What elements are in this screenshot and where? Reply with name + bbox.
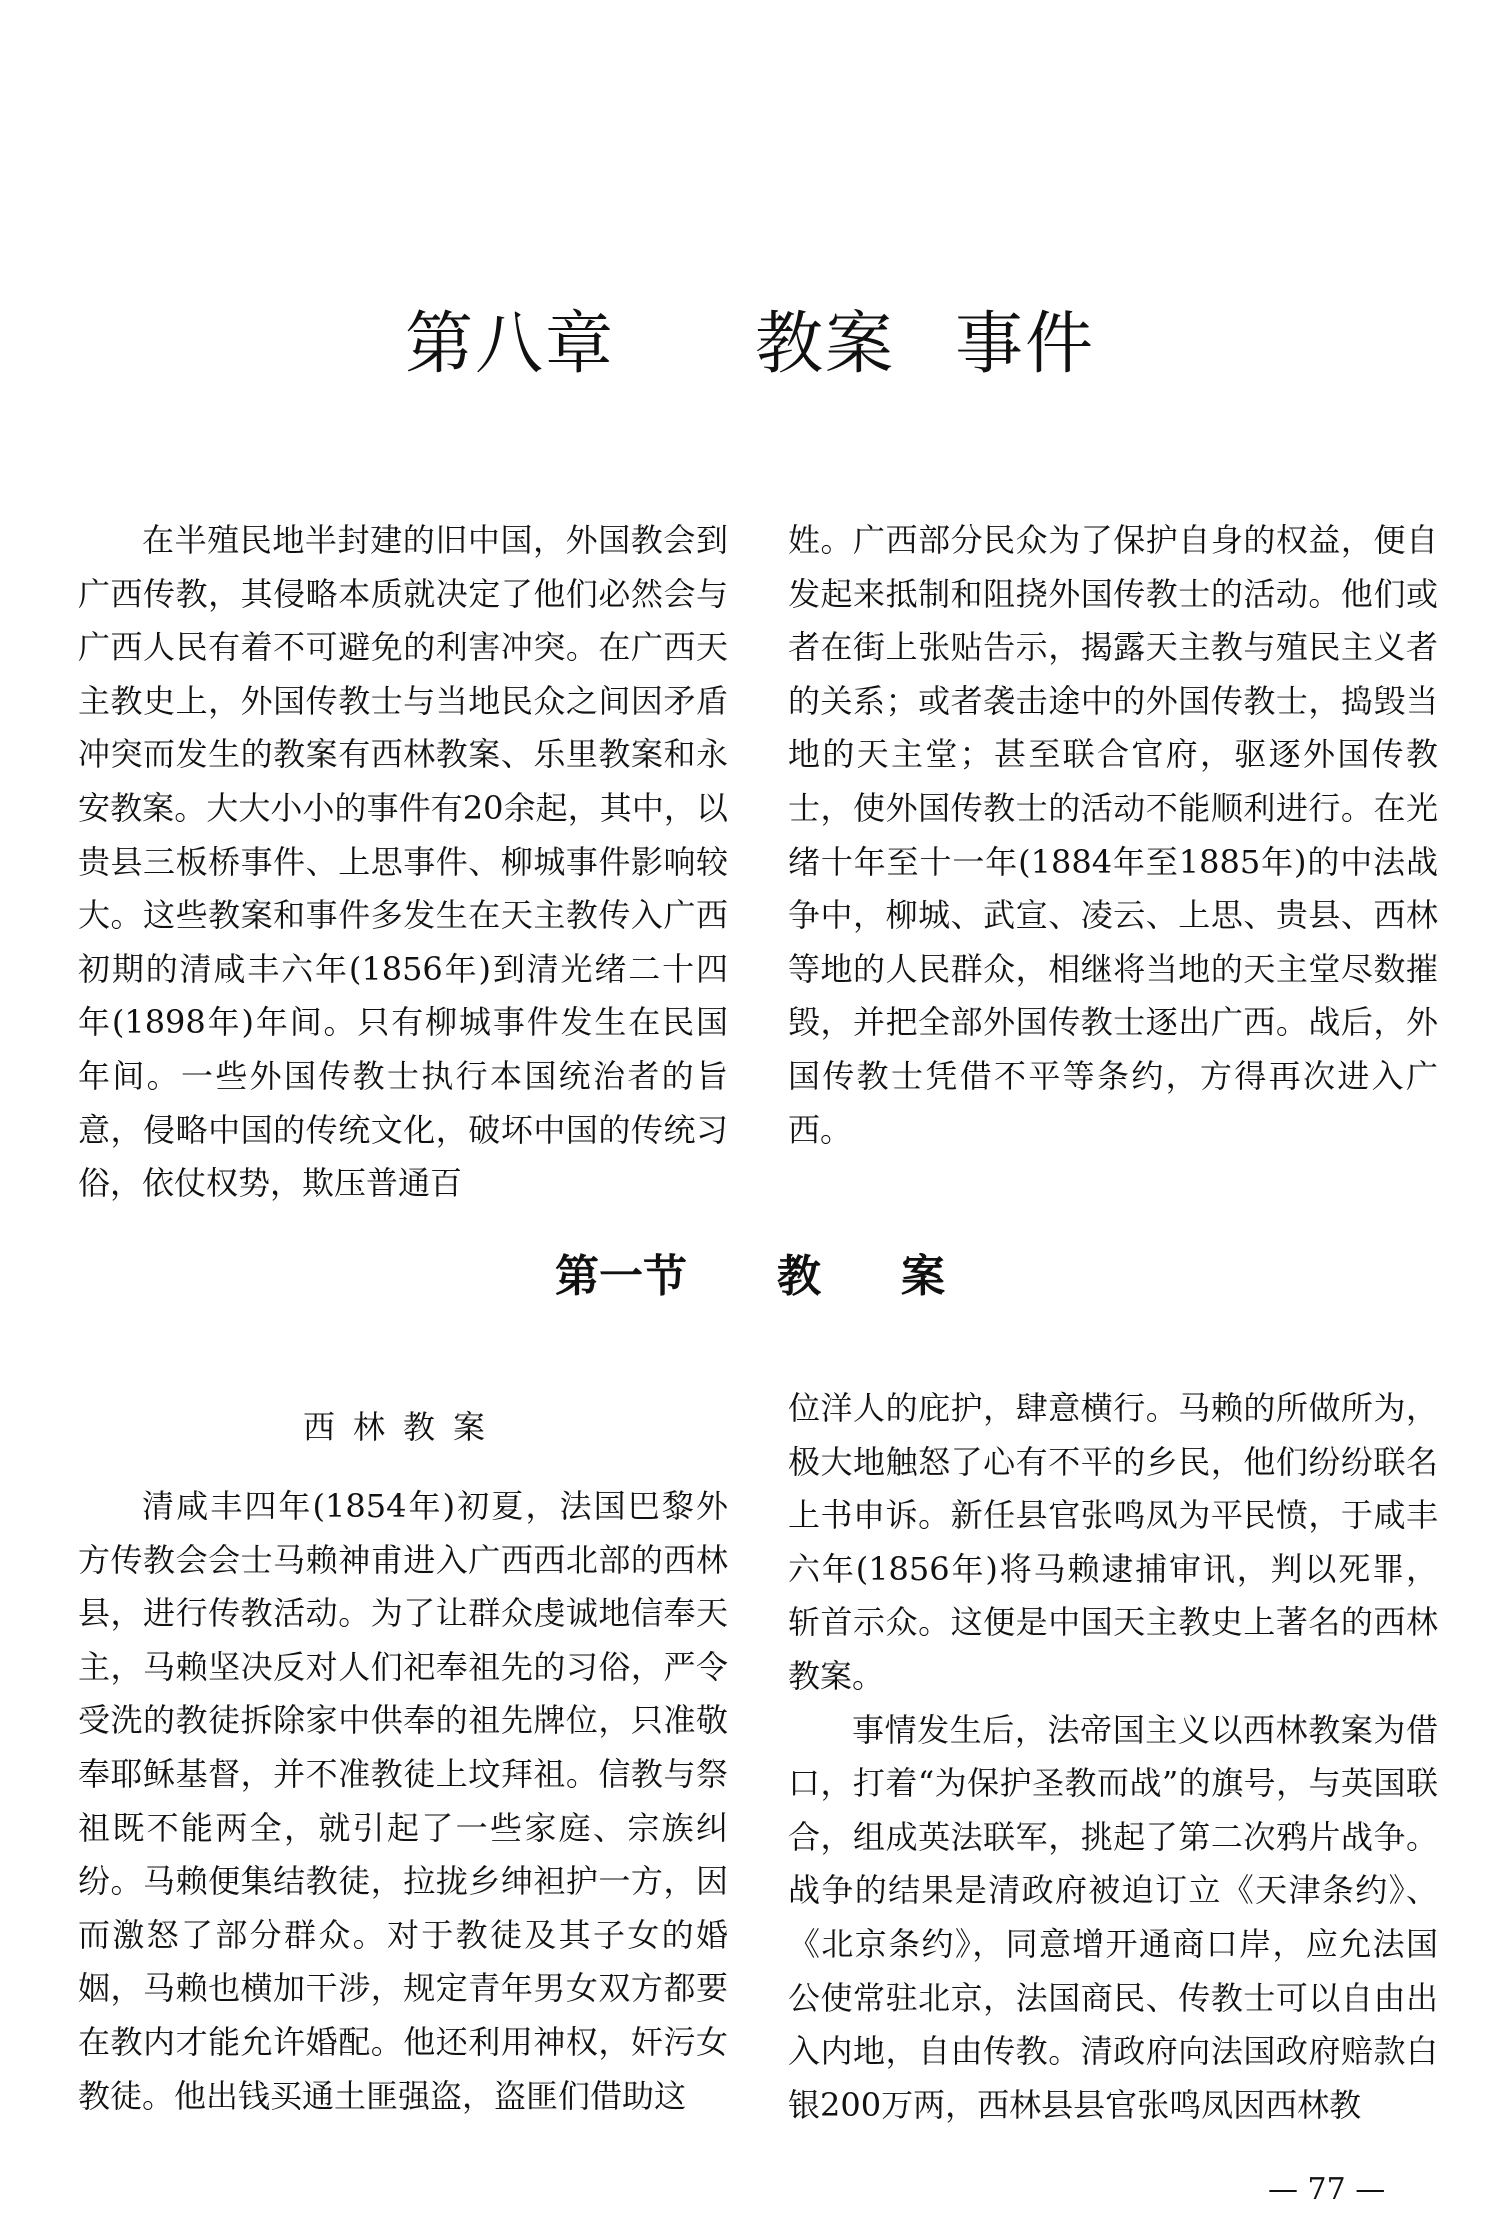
subsection-right-paragraph-2: 事情发生后，法帝国主义以西林教案为借口，打着“为保护圣教而战”的旗号，与英国联合，组成英法联军，挑起了第二次鸦片战争。战争的结果是清政府被迫订立《天津条约》、《北京条约》，同意增开通商口岸，应允法国公使常驻北京，法国商民、传教士可以自由出入内地，自由传教。清政府向法国政府赔款白银200万两，西林县县官张鸣凤因西林教 [788,1710,1438,2124]
chapter-title-part2: 事件 [955,305,1096,384]
page-number: — 77 — [1268,2172,1386,2207]
section-title [0,1240,1500,1304]
intro-right-paragraph: 姓。广西部分民众为了保护自身的权益，便自发起来抵制和阻挠外国传教士的活动。他们或者在街上张贴告示，揭露天主教与殖民主义者的关系；或者袭击途中的外国传教士，捣毁当地的天主堂；甚至联合官府，驱逐外国传教士，使外国传教士的活动不能顺利进行。在光绪十年至十一年(1884年至1885年)的中法战争中，柳城、武宣、凌云、上思、贵县、西林等地的人民群众，相继将当地的天主堂尽数摧毁，并把全部外国传教士逐出广西。战后，外国传教士凭借不平等条约，方得再次进入广西。 [788,521,1438,1149]
chapter-label: 第八章 [404,305,615,384]
section-label: 第一节 [555,1251,687,1302]
subsection-right-paragraph-1: 位洋人的庇护，肆意横行。马赖的所做所为，极大地触怒了心有不平的乡民，他们纷纷联名上书申诉。新任县官张鸣凤为平民愤，于咸丰六年(1856年)将马赖逮捕审讯，判以死罪，斩首示众。这便是中国天主教史上著名的西林教案。 [788,1389,1438,1695]
chapter-title [0,290,1500,387]
intro-left-paragraph: 在半殖民地半封建的旧中国，外国教会到广西传教，其侵略本质就决定了他们必然会与广西人民有着不可避免的利害冲突。在广西天主教史上，外国传教士与当地民众之间因矛盾冲突而发生的教案有西林教案、乐里教案和永安教案。大大小小的事件有20余起，其中，以贵县三板桥事件、上思事件、柳城事件影响较大。这些教案和事件多发生在天主教传入广西初期的清咸丰六年(1856年)到清光绪二十四年(1898年)年间。只有柳城事件发生在民国年间。一些外国传教士执行本国统治者的旨意，侵略中国的传统文化，破坏中国的传统习俗，依仗权势，欺压普通百 [78,521,728,1203]
section-title-part2: 案 [901,1251,945,1302]
chapter-title-part1: 教案 [754,305,895,384]
subsection-title: 西林教案 [302,1408,503,1446]
subsection-left-column [78,1480,728,2123]
intro-right-column [788,514,1438,1157]
subsection-left-paragraph: 清咸丰四年(1854年)初夏，法国巴黎外方传教会会士马赖神甫进入广西西北部的西林县，进行传教活动。为了让群众虔诚地信奉天主，马赖坚决反对人们祀奉祖先的习俗，严令受洗的教徒拆除家中供奉的祖先牌位，只准敬奉耶稣基督，并不准教徒上坟拜祖。信教与祭祖既不能两全，就引起了一些家庭、宗族纠纷。马赖便集结教徒，拉拢乡绅袒护一方，因而激怒了部分群众。对于教徒及其子女的婚姻，马赖也横加干涉，规定青年男女双方都要在教内才能允许婚配。他还利用神权，奸污女教徒。他出钱买通土匪强盗，盗匪们借助这 [78,1487,728,2115]
intro-left-column [78,514,728,1211]
section-title-part1: 教 [777,1251,821,1302]
subsection-right-column [788,1382,1438,2132]
